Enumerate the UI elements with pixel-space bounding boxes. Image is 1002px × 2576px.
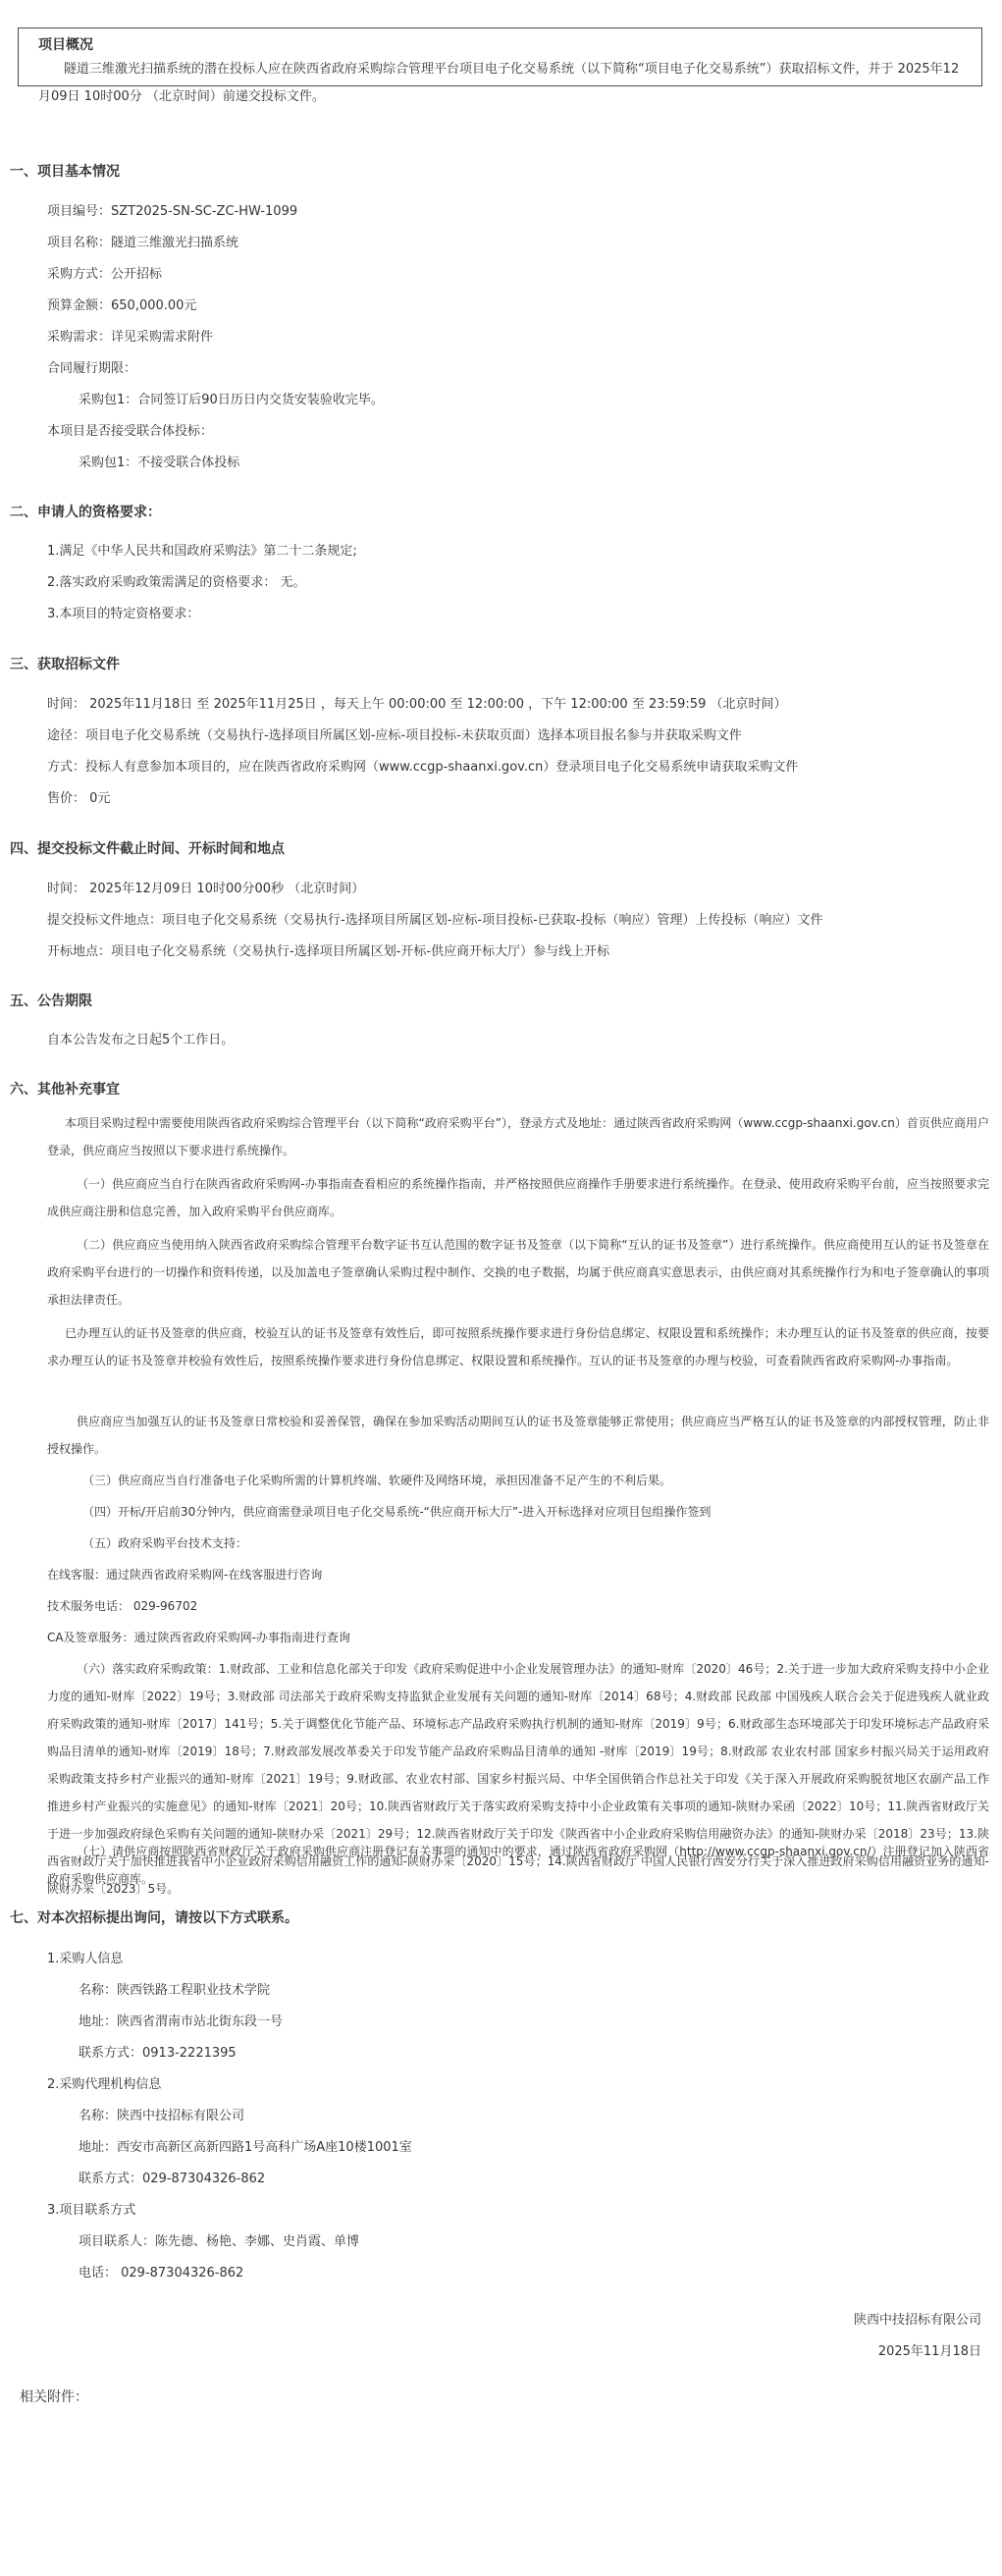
agency-address: 地址：西安市高新区高新四路1号高科广场A座10楼1001室 [79, 2140, 412, 2155]
section-title: 二、申请人的资格要求： [10, 505, 161, 520]
qualification-item: 3.本项目的特定资格要求： [47, 607, 200, 621]
supplement-paragraph: 已办理互认的证书及签章的供应商，校验互认的证书及签章有效性后，即可按照系统操作要求进行身份信息绑定、权限设置和系统操作；未办理互认的证书及签章的供应商，按要求办理互认的证书及签章并校验有效性后，按照系统操作要求进行身份信息绑定、权限设置和系统操作。互认的证书及签章的办理与校验，可查看陕西省政府采购网-办事指南。 [47, 1326, 989, 1368]
notice-period: 自本公告发布之日起5个工作日。 [47, 1033, 235, 1047]
agency-title: 2.采购代理机构信息 [47, 2077, 162, 2092]
doc-time: 时间： 2025年11月18日 至 2025年11月25日 ，每天上午 00:00:00 至 12:00:00 ，下午 12:00:00 至 23:59:59 （北京时间） [47, 697, 787, 712]
overview-box [18, 27, 982, 104]
consortium-question: 本项目是否接受联合体投标： [47, 424, 214, 439]
opening-location: 开标地点：项目电子化交易系统（交易执行-选择项目所属区划-开标-供应商开标大厅）参与线上开标 [47, 944, 610, 959]
deadline-time: 时间： 2025年12月09日 10时00分00秒 （北京时间） [47, 882, 365, 896]
section-title: 七、对本次招标提出询问，请按以下方式联系。 [10, 1910, 298, 1926]
contract-period-value: 采购包1：合同签订后90日历日内交货安装验收完毕。 [79, 393, 384, 407]
project-contact-title: 3.项目联系方式 [47, 2203, 136, 2218]
doc-price: 售价： 0元 [47, 791, 111, 806]
purchaser-name: 名称：陕西铁路工程职业技术学院 [79, 1983, 271, 1998]
section-title: 四、提交投标文件截止时间、开标时间和地点 [10, 841, 285, 857]
project-name: 项目名称：隧道三维激光扫描系统 [47, 236, 239, 250]
support-line: CA及签章服务：通过陕西省政府采购网-办事指南进行查询 [47, 1631, 350, 1644]
supplement-paragraph: （三）供应商应当自行准备电子化采购所需的计算机终端、软硬件及网络环境，承担因准备不足产生的不利后果。 [82, 1474, 672, 1487]
signature-org: 陕西中技招标有限公司 [853, 2313, 981, 2328]
attachments-label: 相关附件： [20, 2389, 88, 2405]
project-contacts: 项目联系人：陈先德、杨艳、李娜、史肖霞、单博 [79, 2234, 360, 2249]
purchaser-address: 地址：陕西省渭南市站北街东段一号 [79, 2014, 284, 2029]
doc-method: 方式：投标人有意参加本项目的，应在陕西省政府采购网（www.ccgp-shaanxi.gov.cn）登录项目电子化交易系统申请获取采购文件 [47, 760, 799, 775]
qualification-item: 1.满足《中华人民共和国政府采购法》第二十二条规定; [47, 544, 357, 559]
overview-title: 项目概况 [38, 37, 93, 53]
procurement-method: 采购方式：公开招标 [47, 267, 163, 282]
support-line: 技术服务电话： 029-96702 [47, 1599, 198, 1613]
section-title: 三、获取招标文件 [10, 657, 120, 672]
qualification-item: 2.落实政府采购政策需满足的资格要求： 无。 [47, 575, 306, 590]
agency-phone: 联系方式：029-87304326-862 [79, 2172, 266, 2186]
signature-date: 2025年11月18日 [877, 2344, 981, 2359]
supplement-paragraph: 供应商应当加强互认的证书及签章日常校验和妥善保管，确保在参加采购活动期间互认的证书及签章能够正常使用；供应商应当严格互认的证书及签章的内部授权管理，防止非授权操作。 [47, 1415, 989, 1456]
project-number: 项目编号：SZT2025-SN-SC-ZC-HW-1099 [47, 204, 298, 219]
policy-paragraph: （六）落实政府采购政策：1.财政部、工业和信息化部关于印发《政府采购促进中小企业发展管理办法》的通知-财库〔2020〕46号；2.关于进一步加大政府采购支持中小企业力度的通知-财库〔2022〕19号；3.财政部 司法部关于政府采购支持监狱企业发展有关问题的通知-财库〔2014〕68号；4.财政部 民政部 中国残疾人联合会关于促进残疾人就业政府采购政策的通知-财库〔2017〕141号；5.关于调整优化节能产品、环境标志产品政府采购执行机制的通知-财库〔2019〕9号；6.财政部生态环境部关于印发环境标志产品政府采购品目清单的通知-财库〔2019〕18号；7.财政部发展改革委关于印发节能产品政府采购品目清单的通知 -财库〔2019〕19号；8.财政部 农业农村部 国家乡村振兴局关于运用政府采购政策支持乡村产业振兴的通知-财库〔2021〕19号；9.财政部、农业农村部、国家乡村振兴局、中华全国供销合作总社关于印发《关于深入开展政府采购脱贫地区农副产品工作推进乡村产业振兴的实施意见》的通知-财库〔2021〕20号；10.陕西省财政厅关于落实政府采购支持中小企业政策有关事项的通知-陕财办采函〔2022〕10号；11.陕西省财政厅关于进一步加强政府绿色采购有关问题的通知-陕财办采〔2021〕29号；12.陕西省财政厅关于印发《陕西省中小企业政府采购信用融资办法》的通知-陕财办采〔2018〕23号；13.陕西省财政厅关于加快推进我省中小企业政府采购信用融资工作的通知-陕财办采〔2020〕15号；14.陕西省财政厅 中国人民银行西安分行关于深入推进政府采购信用融资业务的通知-陕财办采〔2023〕5号。 [47, 1662, 989, 1896]
doc-channel: 途径：项目电子化交易系统（交易执行-选择项目所属区划-应标-项目投标-未获取页面）选择本项目报名参与并获取采购文件 [47, 728, 742, 743]
supplement-paragraph: （一）供应商应当自行在陕西省政府采购网-办事指南查看相应的系统操作指南，并严格按照供应商操作手册要求进行系统操作。在登录、使用政府采购平台前，应当按照要求完成供应商注册和信息完善，加入政府采购平台供应商库。 [47, 1177, 989, 1218]
supplement-paragraph: （二）供应商应当使用纳入陕西省政府采购综合管理平台数字证书互认范围的数字证书及签章（以下简称“互认的证书及签章”）进行系统操作。供应商使用互认的证书及签章在政府采购平台进行的一切操作和资料传递，以及加盖电子签章确认采购过程中制作、交换的电子数据，均属于供应商真实意思表示，由供应商对其系统操作行为和电子签章确认的事项承担法律责任。 [47, 1238, 990, 1307]
purchaser-title: 1.采购人信息 [47, 1952, 124, 1966]
support-line: 在线客服：通过陕西省政府采购网-在线客服进行咨询 [47, 1568, 323, 1582]
agency-name: 名称：陕西中技招标有限公司 [79, 2109, 245, 2123]
supplement-paragraph: 本项目采购过程中需要使用陕西省政府采购综合管理平台（以下简称“政府采购平台”），登录方式及地址：通过陕西省政府采购网（www.ccgp-shaanxi.gov.cn）首页供应商用户登录，供应商应当按照以下要求进行系统操作。 [47, 1116, 989, 1157]
supplement-paragraph: （五）政府采购平台技术支持： [82, 1536, 248, 1550]
section-title: 六、其他补充事宜 [10, 1082, 120, 1098]
overview-body: 隧道三维激光扫描系统的潜在投标人应在陕西省政府采购综合管理平台项目电子化交易系统（以下简称“项目电子化交易系统”）获取招标文件，并于 2025年12月09日 10时00分 （北京时间）前递交投标文件。 [38, 62, 960, 104]
contract-period-label: 合同履行期限： [47, 361, 137, 376]
budget-amount: 预算金额：650,000.00元 [47, 298, 197, 313]
project-phone: 电话： 029-87304326-862 [79, 2266, 244, 2281]
supplier-registration-paragraph: （七）请供应商按照陕西省财政厅关于政府采购供应商注册登记有关事项的通知中的要求，通过陕西省政府采购网（http://www.ccgp-shaanxi.gov.cn/）注册登记加入陕西省政府采购供应商库。 [47, 1845, 989, 1886]
section-title: 五、公告期限 [10, 993, 92, 1009]
submission-location: 提交投标文件地点：项目电子化交易系统（交易执行-选择项目所属区划-应标-项目投标-已获取-投标（响应）管理）上传投标（响应）文件 [47, 913, 823, 928]
section-title: 一、项目基本情况 [10, 164, 120, 180]
supplement-paragraph: （四）开标/开启前30分钟内，供应商需登录项目电子化交易系统-“供应商开标大厅”-进入开标选择对应项目包组操作签到 [82, 1505, 712, 1519]
consortium-answer: 采购包1：不接受联合体投标 [79, 456, 240, 470]
purchaser-phone: 联系方式：0913-2221395 [79, 2046, 237, 2061]
procurement-need: 采购需求：详见采购需求附件 [47, 330, 214, 345]
